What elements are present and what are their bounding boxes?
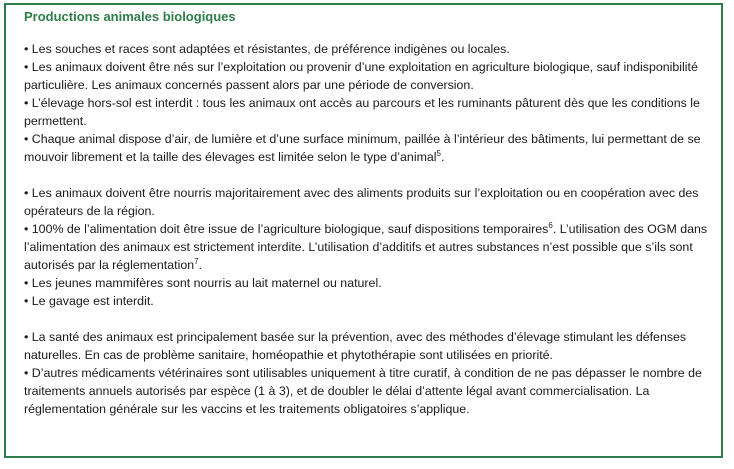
box-title: Productions animales biologiques: [24, 9, 236, 24]
bullet-local-feed: • Les animaux doivent être nourris majoritairement avec des aliments produits sur l’exploitation ou en coopération avec des opérateurs de la région.: [24, 186, 699, 218]
footnote-ref: 6: [548, 220, 553, 230]
box-content: [24, 40, 714, 418]
bullet-force-feeding: • Le gavage est interdit.: [24, 294, 154, 308]
bullet-origin: • Les animaux doivent être nés sur l’exploitation ou provenir d’une exploitation en agriculture biologique, sauf indisponibilité particulière. Les animaux concernés passent alors par une période de conversion.: [24, 60, 698, 92]
bullet-no-soilless: • L’élevage hors-sol est interdit : tous les animaux ont accès au parcours et les ruminants pâturent dès que les conditions le permettent.: [24, 96, 700, 128]
bullet-breeds: • Les souches et races sont adaptées et résistantes, de préférence indigènes ou locales.: [24, 42, 510, 56]
bullet-organic-feed: • 100% de l’alimentation doit être issue de l’agriculture biologique, sauf dispositions temporaires$^6$. L’utilisation des OGM dans l’alimentation des animaux est strictement interdite. L’utilisation d’additifs et autres substances n’est possible que s’ils sont autorisés par la réglementation$^7$.: [24, 220, 708, 272]
bullet-medication: • D’autres médicaments vétérinaires sont utilisables uniquement à titre curatif, à condition de ne pas dépasser le nombre de traitements annuels autorisés par espèce (1 à 3), et de doubler le délai d’attente légal avant commercialisation. La réglementation générale sur les vaccins et les traitements obligatoires s’applique.: [24, 366, 702, 416]
footnote-ref: 5: [436, 148, 441, 158]
section-gap: [24, 166, 714, 184]
section-gap: [24, 310, 714, 328]
bullet-milk: • Les jeunes mammifères sont nourris au lait maternel ou naturel.: [24, 276, 382, 290]
bullet-prevention: • La santé des animaux est principalement basée sur la prévention, avec des méthodes d’élevage stimulant les défenses naturelles. En cas de problème sanitaire, homéopathie et phytothérapie sont utilisées en priorité.: [24, 330, 687, 362]
bullet-space: • Chaque animal dispose d’air, de lumière et d’une surface minimum, paillée à l’intérieur des bâtiments, lui permettant de se mouvoir librement et la taille des élevages est limitée selon le type d’animal$^5$.: [24, 132, 701, 164]
footnote-ref: 7: [194, 256, 199, 266]
